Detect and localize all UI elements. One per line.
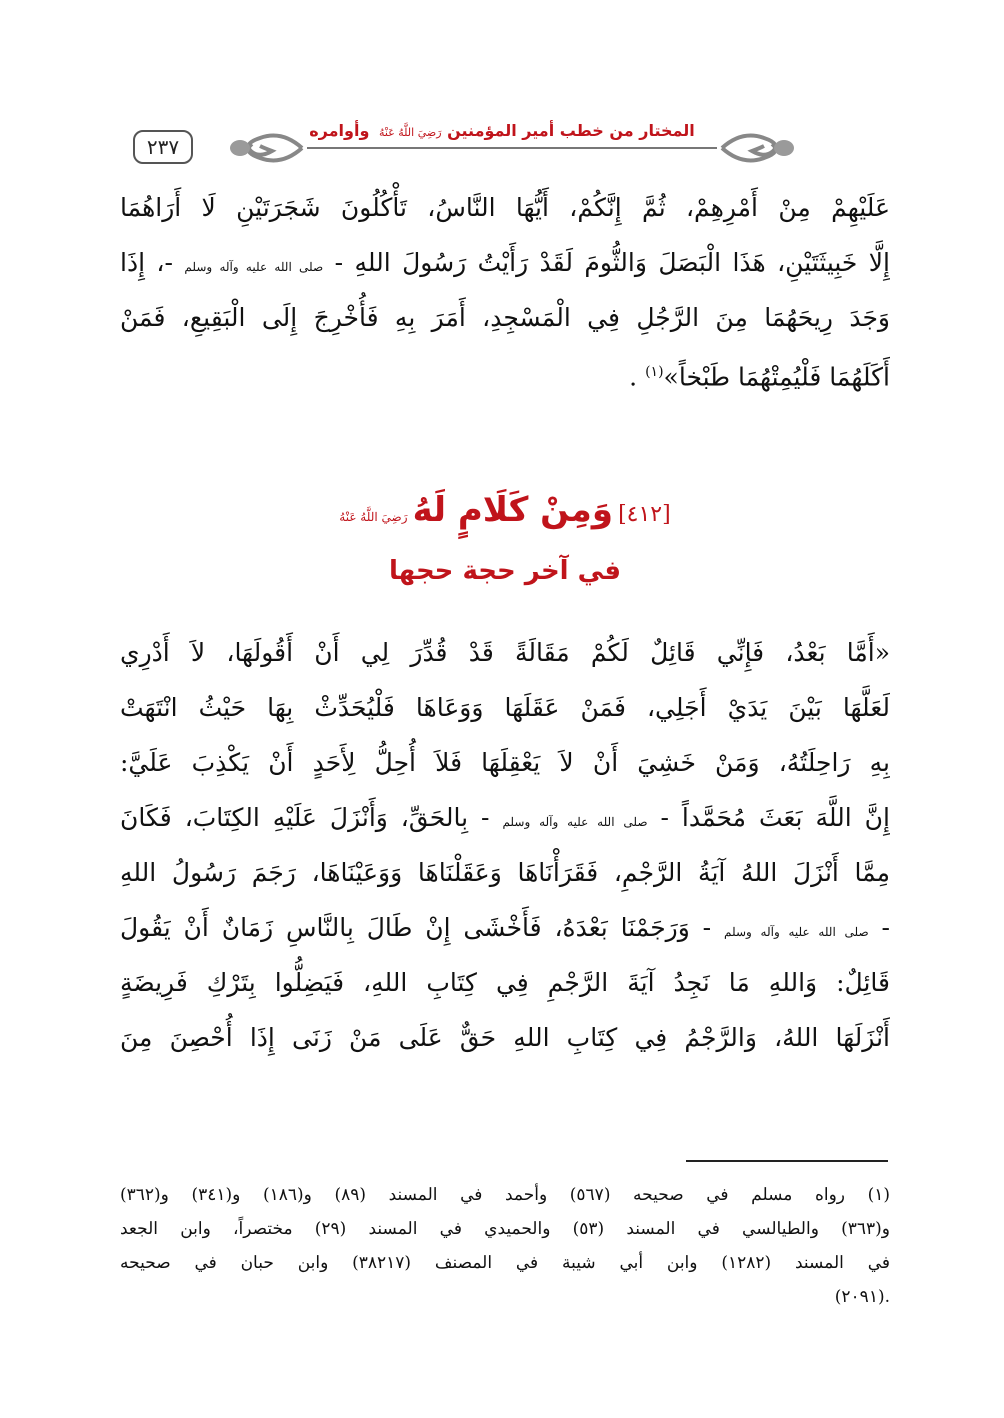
honorific-saw: صلى الله عليه وآله وسلم <box>724 925 869 939</box>
text-line <box>120 790 890 845</box>
text-segment: - <box>881 913 890 942</box>
text-segment: أَكَلَهُمَا فَلْيُمِتْهُمَا طَبْخاً» <box>663 362 890 392</box>
header-honorific: رَضِيَ اللَّهُ عَنْهُ <box>378 126 442 139</box>
section-honorific: رَضِيَ اللَّهُ عَنْهُ <box>339 510 408 524</box>
text-line <box>120 345 890 400</box>
text-segment: إِنَّ اللَّهَ بَعَثَ مُحَمَّداً - <box>660 803 890 832</box>
body-paragraph <box>120 625 890 1065</box>
text-segment: - وَرَجَمْنَا بَعْدَهُ، فَأَخْشَى إِنْ طَالَ بِالنَّاسِ زَمَانٌ أَنْ يَقُولَ <box>120 913 712 942</box>
footnote-divider <box>686 1160 888 1162</box>
text-line <box>120 235 890 290</box>
text-line: لَعَلَّهَا بَيْنَ يَدَيْ أَجَلِي، فَمَنْ عَقَلَهَا وَوَعَاهَا فَلْيُحَدِّثْ بِهَا حَيْثُ انْتَهَتْ <box>120 693 890 722</box>
text-line: بِهِ رَاحِلَتُهُ، وَمَنْ خَشِيَ أَنْ لاَ يَعْقِلَهَا فَلاَ أُحِلُّ لِأَحَدٍ أَنْ يَكْذِبَ عَلَيَّ: <box>120 748 890 777</box>
section-subtitle: في آخر حجة حجها <box>389 556 621 586</box>
footnote-line: في المسند (١٢٨٢) وابن أبي شيبة في المصنف (٣٨٢١٧) وابن حبان في صحيحه <box>120 1253 891 1273</box>
header-title <box>300 121 704 140</box>
text-segment: -، إِذَا <box>120 248 173 277</box>
text-line: أَنْزَلَهَا اللهُ، وَالرَّجْمُ فِي كِتَابِ اللهِ حَقٌّ عَلَى مَنْ زَنَى إِذَا أُحْصِنَ مِنَ <box>120 1023 890 1052</box>
top-paragraph <box>120 180 890 400</box>
section-heading <box>120 490 890 530</box>
footnotes <box>120 1178 890 1314</box>
header-title-rest: وأوامره <box>309 121 370 140</box>
footnote-line: (١) رواه مسلم في صحيحه (٥٦٧) وأحمد في المسند (٨٩) و(١٨٦) و(٣٤١) و(٣٦٢) <box>120 1185 891 1205</box>
text-line: وَجَدَ رِيحَهُمَا مِنَ الرَّجُلِ فِي الْمَسْجِدِ، أَمَرَ بِهِ فَأُخْرِجَ إِلَى الْبَقِيعِ، فَمَنْ <box>120 303 890 332</box>
section-title: وَمِنْ كَلَامٍ لَهُ <box>412 490 613 530</box>
header-title-main: المختار من خطب أمير المؤمنين <box>447 121 695 140</box>
text-line: «أَمَّا بَعْدُ، فَإِنِّي قَائِلٌ لَكُمْ مَقَالَةً قَدْ قُدِّرَ لِي أَنْ أَقُولَهَا، لاَ أَدْرِي <box>120 638 890 667</box>
text-line: قَائِلٌ: وَاللهِ مَا نَجِدُ آيَةَ الرَّجْمِ فِي كِتَابِ اللهِ، فَيَضِلُّوا بِتَرْكِ فَرِيضَةٍ <box>120 968 890 997</box>
text-segment: إِلَّا خَبِيثَتَيْنِ، هَذَا الْبَصَلَ وَالثُّومَ لَقَدْ رَأَيْتُ رَسُولَ اللهِ - <box>334 248 890 277</box>
honorific-saw: صلى الله عليه وآله وسلم <box>502 815 648 829</box>
section-number: [٤١٢] <box>618 502 671 527</box>
text-line: مِمَّا أَنْزَلَ اللهُ آيَةُ الرَّجْمِ، فَقَرَأْنَاهَا وَعَقَلْنَاهَا وَوَعَيْنَاهَا، رَجَمَ رَسُولُ اللهِ <box>120 858 890 887</box>
text-segment: . <box>629 362 638 392</box>
text-line: عَلَيْهِمْ مِنْ أَمْرِهِمْ، ثُمَّ إِنَّكُمْ، أَيُّهَا النَّاسُ، تَأْكُلُونَ شَجَرَتَيْنِ لَا أَرَاهُمَا <box>120 193 890 222</box>
footnote-reference[interactable]: (١) <box>645 364 664 380</box>
running-header <box>0 118 1004 178</box>
footnote-line: و(٣٦٣) والطيالسي في المسند (٥٣) والحميدي في المسند (٢٩) مختصراً، وابن الجعد <box>120 1219 890 1239</box>
text-segment: - بِالحَقِّ، وَأَنْزَلَ عَلَيْهِ الكِتَابَ، فَكَانَ <box>120 803 490 832</box>
page-number: ٢٣٧ <box>133 130 193 164</box>
text-line <box>120 900 890 955</box>
footnote-line: .(٢٠٩١) <box>834 1287 890 1307</box>
honorific-saw: صلى الله عليه وآله وسلم <box>184 260 324 274</box>
